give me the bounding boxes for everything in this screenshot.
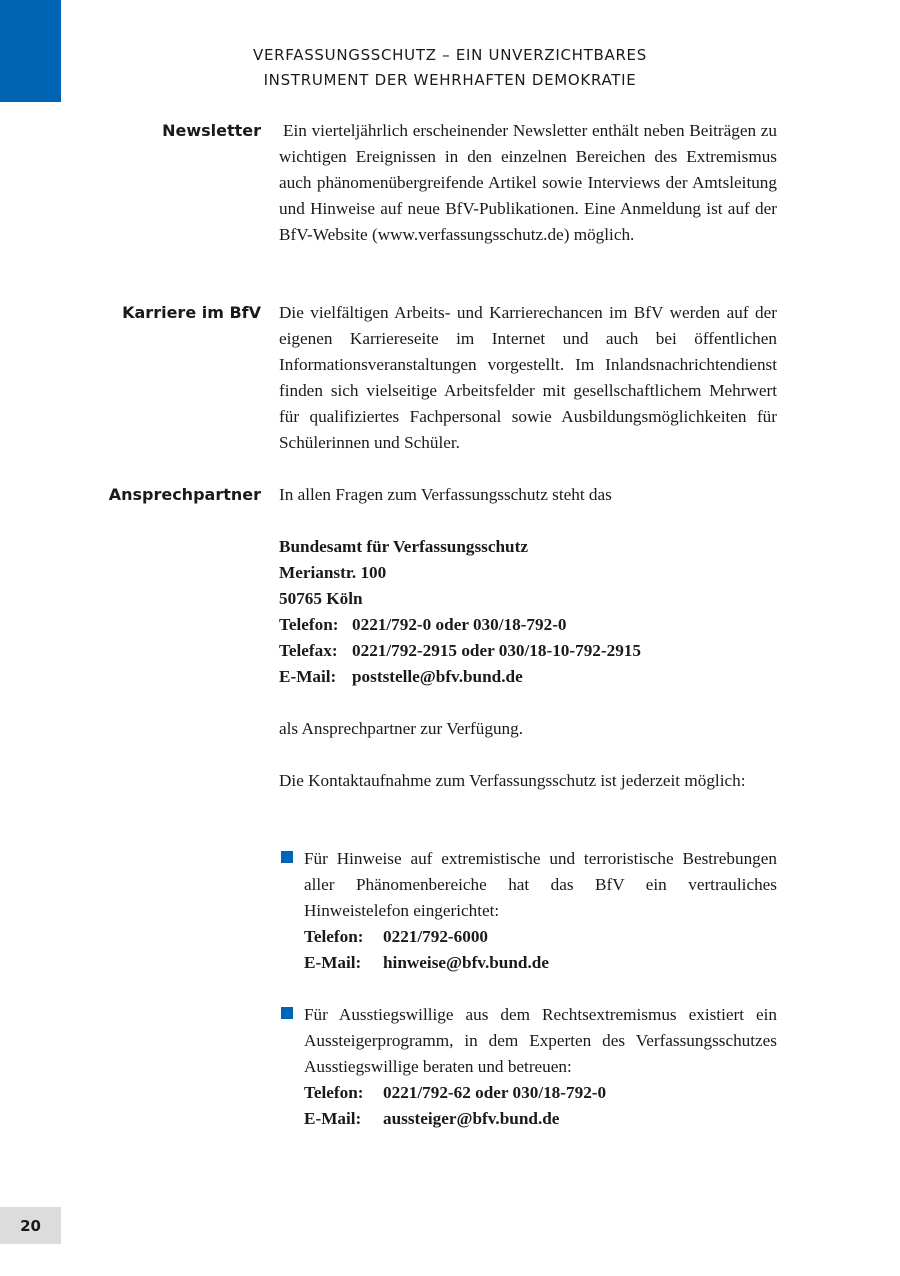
address-fax-label: Telefax:	[279, 641, 338, 660]
bullet-hotline-phone: 0221/792-6000	[383, 927, 489, 946]
bullet-hotline-phone-label: Telefon:	[304, 927, 364, 946]
bullet-hotline-email-row	[304, 950, 777, 976]
newsletter-label: Newsletter	[162, 121, 261, 140]
bullet-exit-phone: 0221/792-62 oder 030/18-792-0	[383, 1083, 607, 1102]
address-phone-label: Telefon:	[279, 615, 339, 634]
address-email: poststelle@bfv.bund.de	[352, 667, 523, 686]
career-paragraph: Die vielfältigen Arbeits- und Karrierechancen im BfV werden auf der eigenen Karriereseite im Internet und auch bei öffentlichen Informationsveranstaltungen vorgestellt. Im Inlandsnachrichtendienst finden sich vielseitige Arbeitsfelder mit gesellschaftlichem Mehrwert für qualifiziertes Fachpersonal sowie Ausbildungsmöglichkeiten für Schülerinnen und Schüler.	[279, 303, 777, 452]
address-block	[279, 534, 641, 690]
address-fax: 0221/792-2915 oder 030/18-10-792-2915	[352, 641, 641, 660]
bullet-exit-email-row	[304, 1106, 777, 1132]
bullet-hotline-email-label: E-Mail:	[304, 953, 362, 972]
availability-paragraph: Die Kontaktaufnahme zum Verfassungsschutz ist jederzeit möglich:	[279, 771, 746, 790]
header-line-2: INSTRUMENT DER WEHRHAFTEN DEMOKRATIE	[263, 71, 637, 89]
contact-intro: In allen Fragen zum Verfassungsschutz steht das	[279, 485, 612, 504]
address-city: 50765 Köln	[279, 589, 363, 608]
contact-outro: als Ansprechpartner zur Verfügung.	[279, 719, 524, 738]
bullet-square-icon	[281, 1007, 293, 1019]
contact-label: Ansprechpartner	[108, 485, 261, 504]
running-header	[0, 43, 900, 93]
address-name: Bundesamt für Verfassungsschutz	[279, 537, 528, 556]
address-email-row	[279, 664, 641, 690]
address-street: Merianstr. 100	[279, 563, 387, 582]
newsletter-text	[279, 118, 777, 248]
bullet-square-icon	[281, 851, 293, 863]
bullet-exit-program	[304, 1002, 777, 1132]
address-fax-row	[279, 638, 641, 664]
career-label: Karriere im BfV	[122, 303, 261, 322]
bullet-hotline-text: Für Hinweise auf extremistische und terroristische Bestrebungen aller Phänomenbereiche hat das BfV ein vertrauliches Hinweistelefon eingerichtet:	[304, 849, 777, 920]
newsletter-paragraph: Ein vierteljährlich erscheinender Newsletter enthält neben Beiträgen zu wichtigen Ereignissen in den einzelnen Bereichen des Extremismus auch phänomenübergreifende Artikel sowie Interviews der Amtsleitung und Hinweise auf neue BfV-Publikationen. Eine Anmeldung ist auf der BfV-Website (www.verfassungsschutz.de) möglich.	[279, 121, 777, 244]
bullet-exit-text: Für Ausstiegswillige aus dem Rechtsextremismus existiert ein Aussteigerprogramm, in dem Experten des Verfassungsschutzes Ausstiegswillige beraten und betreuen:	[304, 1005, 777, 1076]
bullet-hotline-email: hinweise@bfv.bund.de	[383, 953, 549, 972]
career-text	[279, 300, 777, 456]
bullet-hotline-phone-row	[304, 924, 777, 950]
bullet-exit-phone-label: Telefon:	[304, 1083, 364, 1102]
address-phone-row	[279, 612, 641, 638]
address-email-label: E-Mail:	[279, 667, 337, 686]
header-line-1: VERFASSUNGSSCHUTZ – EIN UNVERZICHTBARES	[253, 46, 647, 64]
bullet-exit-email: aussteiger@bfv.bund.de	[383, 1109, 560, 1128]
address-phone: 0221/792-0 oder 030/18-792-0	[352, 615, 567, 634]
bullet-exit-phone-row	[304, 1080, 777, 1106]
contact-availability	[279, 768, 777, 794]
bullet-hotline	[304, 846, 777, 976]
page-number: 20	[0, 1207, 61, 1244]
bullet-exit-email-label: E-Mail:	[304, 1109, 362, 1128]
